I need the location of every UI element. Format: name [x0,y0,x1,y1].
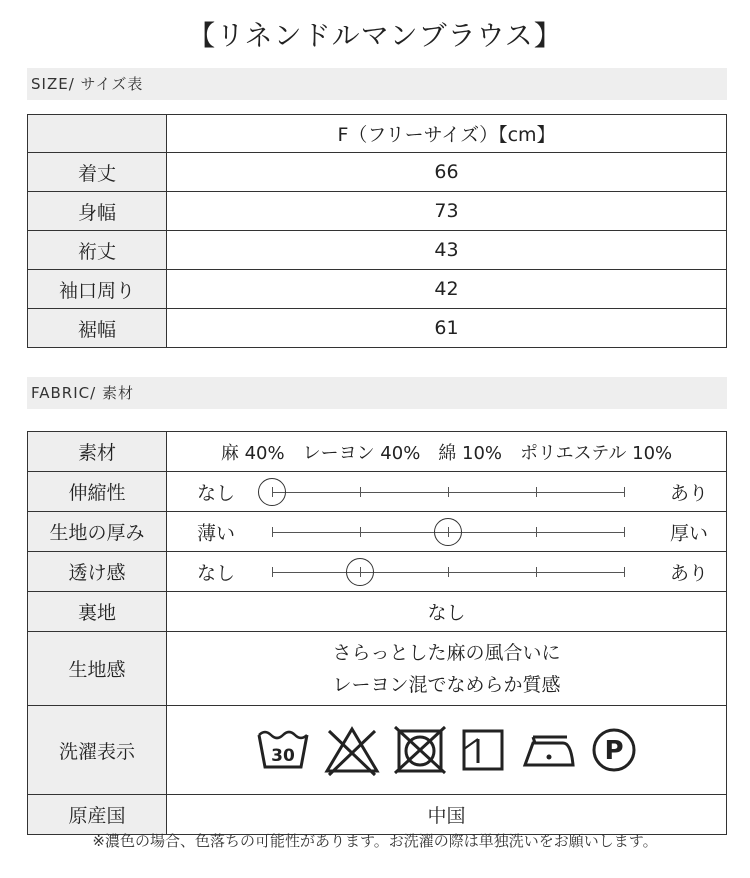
scale-min-label: なし [197,562,236,584]
fabric-table [27,431,727,835]
scale-tick [536,487,537,497]
thickness-label: 生地の厚み [28,512,167,552]
size-value: 73 [167,192,727,231]
scale-tick [624,527,625,537]
dry-clean-p-icon [589,725,639,775]
material-label: 素材 [28,432,167,472]
scale-min-label: 薄い [197,522,236,544]
table-row [28,432,727,472]
table-row [28,512,727,552]
table-row [28,153,727,192]
iron-low-icon [519,725,577,775]
table-row [28,592,727,632]
size-value: 61 [167,309,727,348]
size-section-heading: SIZE/ サイズ表 [27,68,727,100]
scale-min-label: なし [197,482,236,504]
scale-tick [536,527,537,537]
scale-tick [448,567,449,577]
table-row [28,632,727,706]
fabric-section-heading: FABRIC/ 素材 [27,377,727,409]
wash-temp-label: 30 [270,746,295,766]
origin-value: 中国 [167,795,727,835]
size-label: 身幅 [28,192,167,231]
thickness-scale [167,512,727,552]
scale-max-label: 厚い [669,522,708,544]
care-label: 洗濯表示 [28,706,167,795]
scale-tick [360,487,361,497]
line-dry-icon [459,725,507,775]
table-row [28,270,727,309]
svg-text:P: P [603,736,624,766]
stretch-label: 伸縮性 [28,472,167,512]
size-value: 66 [167,153,727,192]
lining-value: なし [167,592,727,632]
page-title: 【リネンドルマンブラウス】 [187,19,563,52]
sheerness-scale [167,552,727,592]
table-row [28,192,727,231]
size-corner-cell [28,115,167,153]
no-bleach-icon [323,723,381,777]
scale-tick [624,487,625,497]
table-row [28,552,727,592]
table-row [28,795,727,835]
scale-max-label: あり [669,562,708,584]
scale-level-marker [434,518,462,546]
sheerness-label: 透け感 [28,552,167,592]
stretch-scale [167,472,727,512]
size-label: 裄丈 [28,231,167,270]
size-label: 着丈 [28,153,167,192]
size-value: 43 [167,231,727,270]
lining-label: 裏地 [28,592,167,632]
feel-label: 生地感 [28,632,167,706]
scale-tick [360,527,361,537]
scale-level-marker [258,478,286,506]
size-value: 42 [167,270,727,309]
no-tumble-dry-icon [393,725,447,775]
feel-line-2: レーヨン混でなめらか質感 [332,673,561,696]
care-icons-cell [167,706,727,795]
material-value: 麻 40% レーヨン 40% 綿 10% ポリエステル 10% [167,432,727,472]
feel-value [167,632,727,706]
scale-tick [448,487,449,497]
size-label: 袖口周り [28,270,167,309]
table-row [28,309,727,348]
scale-tick [272,527,273,537]
size-label: 裾幅 [28,309,167,348]
origin-label: 原産国 [28,795,167,835]
scale-max-label: あり [669,482,708,504]
feel-line-1: さらっとした麻の風合いに [332,641,561,664]
table-row [28,472,727,512]
scale-tick [272,567,273,577]
size-table [27,114,727,348]
scale-tick [536,567,537,577]
table-row [28,231,727,270]
table-row [28,706,727,795]
wash-30-icon [255,725,311,775]
scale-level-marker [346,558,374,586]
scale-tick [624,567,625,577]
size-header: F（フリーサイズ）【cm】 [167,115,727,153]
footnote: ※濃色の場合、色落ちの可能性があります。お洗濯の際は単独洗いをお願いします。 [92,832,658,850]
